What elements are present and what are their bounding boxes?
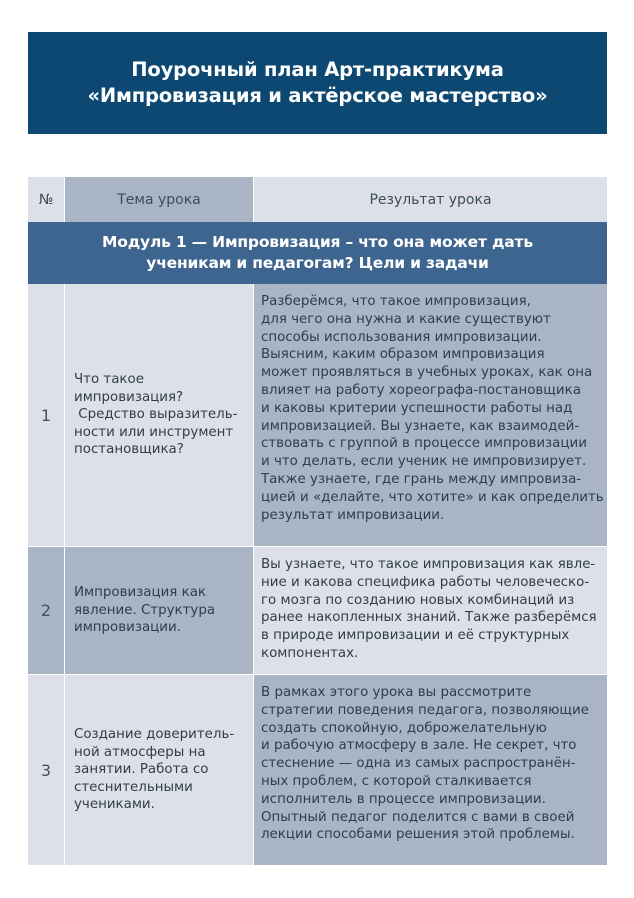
result-line: Опытный педагог поделится с вами в своей bbox=[261, 809, 575, 825]
result-line: и рабочую атмосферу в зале. Не секрет, что bbox=[261, 738, 577, 754]
page-title-line-2: «Импровизация и актёрское мастерство» bbox=[87, 84, 548, 107]
result-line: и что делать, если ученик не импровизирует. bbox=[261, 454, 587, 470]
lesson-topic bbox=[65, 284, 254, 546]
lesson-plan-table bbox=[28, 177, 607, 865]
topic-line: Создание доверитель- bbox=[74, 727, 235, 743]
module-heading-line-2: ученикам и педагогам? Цели и задачи bbox=[146, 254, 489, 272]
page-title-line-1: Поурочный план Арт-практикума bbox=[131, 58, 504, 81]
topic-line: ности или инструмент bbox=[74, 424, 234, 440]
result-line: ствовать с группой в процессе импровизации bbox=[261, 436, 587, 452]
result-line: стеснение — одна из самых распространён- bbox=[261, 756, 576, 772]
result-line: результат импровизации. bbox=[261, 507, 445, 523]
result-line: Разберёмся, что такое импровизация, bbox=[261, 294, 531, 309]
result-line: в природе импровизации и её структурных bbox=[261, 628, 570, 644]
result-line: влияет на работу хореографа-постановщика bbox=[261, 382, 581, 398]
lesson-result bbox=[254, 675, 607, 865]
topic-line: Средство выразитель- bbox=[74, 407, 238, 423]
lesson-number: 1 bbox=[28, 284, 65, 546]
lesson-result bbox=[254, 547, 607, 674]
header-topic: Тема урока bbox=[65, 177, 254, 222]
result-line: ние и какова специфика работы человеческо- bbox=[261, 574, 590, 590]
result-line: ных проблем, с которой сталкивается bbox=[261, 773, 532, 789]
result-line: создать спокойную, доброжелательную bbox=[261, 720, 547, 736]
result-line: лекции способами решения этой проблемы. bbox=[261, 827, 575, 843]
result-line: для чего она нужна и какие существуют bbox=[261, 311, 551, 327]
result-line: импровизацией. Вы узнаете, как взаимодей- bbox=[261, 418, 580, 434]
header-result: Результат урока bbox=[254, 177, 607, 222]
lesson-number: 3 bbox=[28, 675, 65, 865]
header-number: № bbox=[28, 177, 65, 222]
table-row bbox=[28, 284, 607, 546]
result-line: го мозга по созданию новых комбинаций из bbox=[261, 592, 575, 608]
result-line: исполнитель в процессе импровизации. bbox=[261, 791, 546, 807]
result-line: стратегии поведения педагога, позволяющие bbox=[261, 702, 589, 718]
topic-line: постановщика? bbox=[74, 442, 184, 458]
topic-line: импровизации. bbox=[74, 620, 181, 636]
topic-line: явление. Структура bbox=[74, 602, 216, 618]
table-header-row bbox=[28, 177, 607, 222]
topic-line: ной атмосферы на bbox=[74, 744, 206, 760]
result-line: Также узнаете, где грань между импровиза- bbox=[261, 471, 582, 487]
result-line: Выясним, каким образом импровизация bbox=[261, 347, 545, 363]
page-title-banner bbox=[28, 32, 607, 134]
result-line: В рамках этого урока вы рассмотрите bbox=[261, 685, 532, 700]
topic-line: занятии. Работа со bbox=[74, 762, 209, 778]
table-row bbox=[28, 674, 607, 865]
table-row bbox=[28, 546, 607, 674]
topic-line: Импровизация как bbox=[74, 585, 206, 601]
module-heading-line-1: Модуль 1 — Импровизация – что она может дать bbox=[102, 233, 533, 251]
result-line: и каковы критерии успешности работы над bbox=[261, 400, 573, 416]
lesson-result bbox=[254, 284, 607, 546]
module-heading bbox=[28, 222, 607, 284]
topic-line: стеснительными bbox=[74, 779, 193, 795]
result-line: Вы узнаете, что такое импровизация как явле- bbox=[261, 557, 596, 572]
result-line: ранее накопленных знаний. Также разберёмся bbox=[261, 610, 597, 626]
lesson-topic bbox=[65, 675, 254, 865]
result-line: компонентах. bbox=[261, 645, 359, 661]
topic-line: импровизация? bbox=[74, 389, 184, 405]
result-line: способы использования импровизации. bbox=[261, 329, 542, 345]
lesson-number: 2 bbox=[28, 547, 65, 674]
topic-line: Что такое bbox=[74, 372, 144, 388]
result-line: цией и «делайте, что хотите» и как определить bbox=[261, 489, 604, 505]
result-line: может проявляться в учебных уроках, как она bbox=[261, 365, 593, 381]
lesson-topic bbox=[65, 547, 254, 674]
topic-line: учениками. bbox=[74, 797, 155, 813]
